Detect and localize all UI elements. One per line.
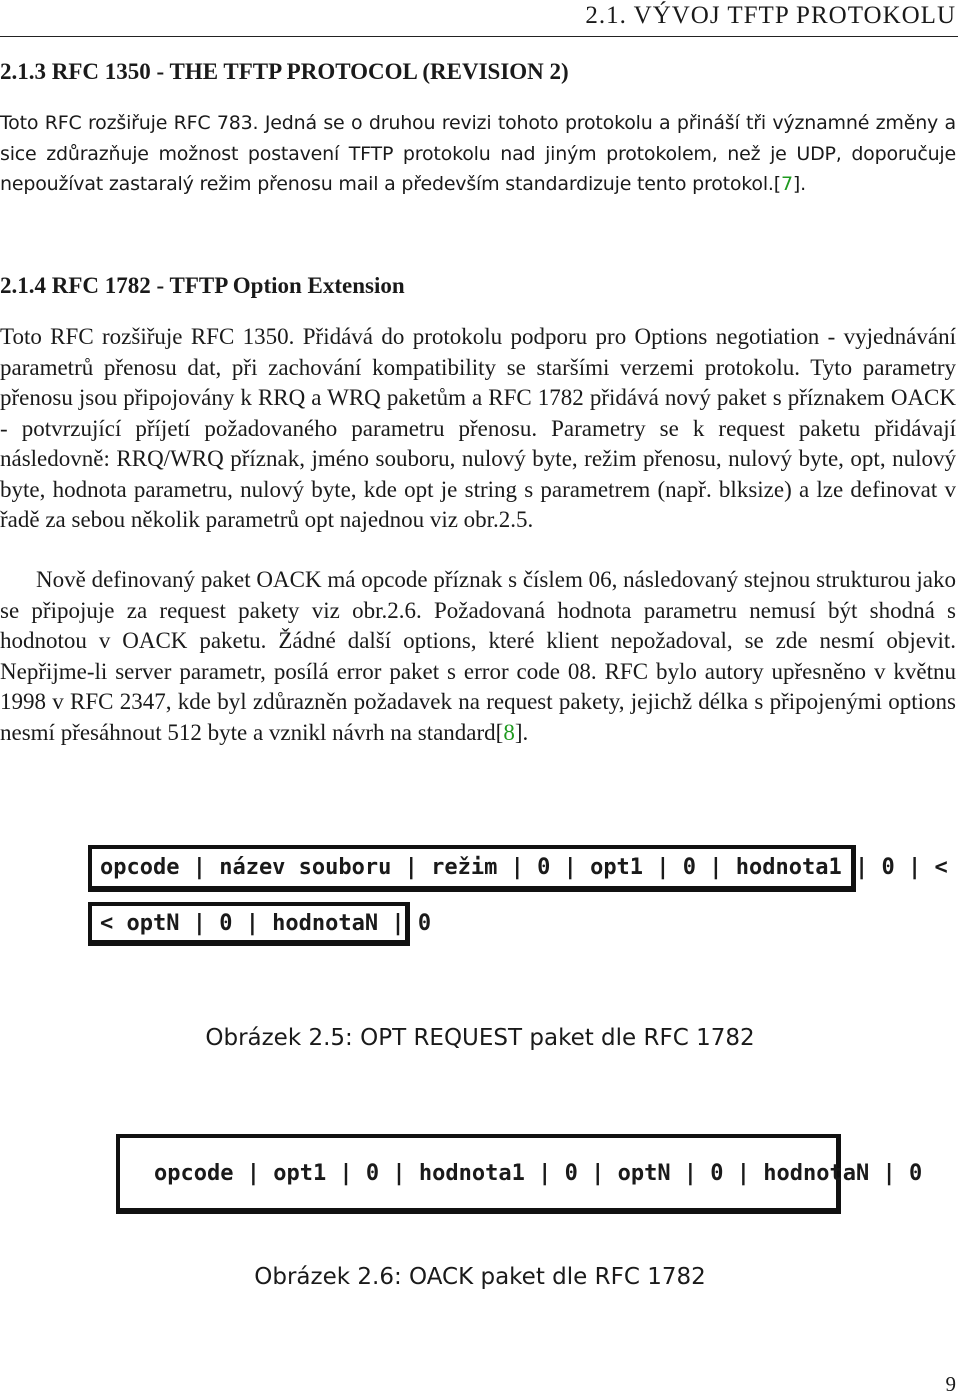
paragraph-text-nowrap: návrh na standard[ — [332, 719, 504, 745]
page-number: 9 — [945, 1372, 956, 1396]
paragraph-text: Toto RFC rozšiřuje RFC 783. Jedná se o druhou revizi tohoto protokolu a přináší tři významné změny a sice zdůrazňuje možnost postavení TFTP protokolu nad jiným protokolem, než je UDP, doporučuje nepoužívat zastaralý režim přenosu mail a především standardizuje tento protokol.[ — [0, 112, 956, 195]
paragraph-text: Nově definovaný paket OACK má opcode příznak s číslem 06, následovaný stejnou strukturou jako se připojuje za request pakety viz obr.2.6. Požadovaná hodnota parametru nemusí být shodná s hodnotou v OACK paketu. Žádné další options, které klient nepožadoval, se zde nesmí objevit. Nepřijme-li server parametr, posílá error paket s error code 08. RFC bylo autory upřesněno v květnu 1998 v RFC 2347, kde byl zdůrazněn požadavek na request pakety, jejichž délka s připojenými options nesmí přesáhnout 512 byte a vznikl — [0, 567, 956, 745]
oack-packet-row: opcode | opt1 | 0 | hodnota1 | 0 | optN | 0 | hodnotaN | 0 — [116, 1134, 841, 1214]
figure-caption-2-6: Obrázek 2.6: OACK paket dle RFC 1782 — [254, 1264, 706, 1290]
opt-request-packet-row-1: opcode | název souboru | režim | 0 | opt1 | 0 | hodnota1 | 0 | < — [88, 845, 856, 892]
paragraph-rfc-1350 — [0, 108, 956, 200]
paragraph-text-tail — [332, 720, 528, 745]
citation-link-7[interactable]: 7 — [781, 173, 793, 195]
section-heading-2-1-3: 2.1.3 RFC 1350 - THE TFTP PROTOCOL (REVISION 2) — [0, 59, 569, 84]
section-heading-2-1-4: 2.1.4 RFC 1782 - TFTP Option Extension — [0, 273, 405, 298]
figure-caption-2-5: Obrázek 2.5: OPT REQUEST paket dle RFC 1782 — [205, 1025, 755, 1051]
running-head: 2.1. VÝVOJ TFTP PROTOKOLU — [585, 2, 956, 29]
opt-request-packet-row-2: < optN | 0 | hodnotaN | 0 — [88, 902, 410, 946]
paragraph-text-end: ]. — [792, 173, 806, 195]
paragraph-rfc-1782: Toto RFC rozšiřuje RFC 1350. Přidává do protokolu podporu pro Options negotiation - vyjednávání parametrů přenosu dat, při zachování kompatibility se staršími verzemi protokolu. Tyto parametry přenosu jsou připojovány k RRQ a WRQ paketům a RFC 1782 přidává nový paket s příznakem OACK - potvrzující příjetí požadovaného parametru přenosu. Parametry se k request paketu přidávají následovně: RRQ/WRQ příznak, jméno souboru, nulový byte, režim přenosu, nulový byte, opt, nulový byte, hodnota parametru, nulový byte, kde opt je string s parametrem (např. blksize) a lze definovat v řadě za sebou několik parametrů opt najednou viz obr.2.5. — [0, 324, 956, 532]
citation-link-8[interactable]: 8 — [503, 719, 515, 745]
paragraph-oack — [0, 565, 956, 748]
paragraph-text-end: ]. — [514, 719, 529, 745]
header-rule — [0, 36, 958, 37]
